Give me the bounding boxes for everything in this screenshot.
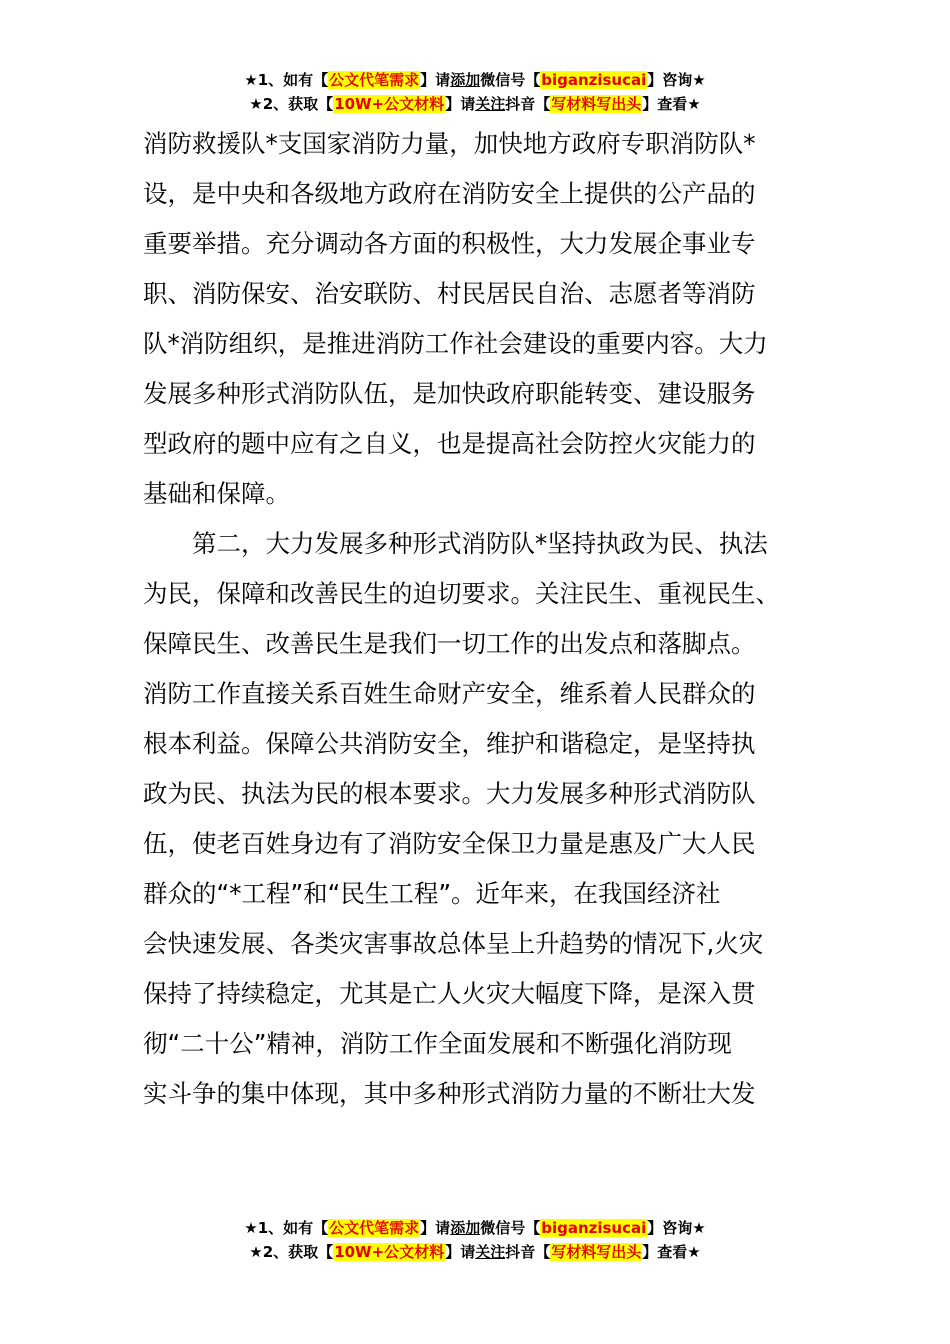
- text-line: 发展多种形式消防队伍，是加快政府职能转变、建设服务: [143, 379, 756, 408]
- banner-emphasis: 添加: [450, 1219, 481, 1237]
- banner-text: 抖音【: [505, 95, 551, 113]
- banner-text: 】请: [420, 71, 451, 89]
- banner-emphasis: 关注: [475, 1243, 506, 1261]
- paragraph-2: [143, 519, 805, 1119]
- footer-banner: [0, 1216, 950, 1264]
- highlight-service: 公文代笔需求: [329, 71, 420, 89]
- banner-text: ★1、如有【: [244, 1219, 329, 1237]
- highlight-wechat-id: biganzisucai: [541, 71, 647, 89]
- banner-emphasis: 关注: [475, 95, 506, 113]
- text-line: 消防工作直接关系百姓生命财产安全，维系着人民群众的: [143, 679, 756, 708]
- paragraph-1: [143, 119, 805, 519]
- banner-line-1: [0, 1216, 950, 1240]
- banner-text: ★2、获取【: [249, 1243, 334, 1261]
- text-line: 群众的“*工程”和“民生工程”。近年来，在我国经济社: [143, 879, 721, 908]
- text-line: 基础和保障。: [143, 479, 290, 508]
- banner-text: ★1、如有【: [244, 71, 329, 89]
- text-line: 保持了持续稳定，尤其是亡人火灾大幅度下降，是深入贯: [143, 979, 756, 1008]
- highlight-douyin-id: 写材料写出头: [551, 1243, 642, 1261]
- banner-line-1: [0, 68, 950, 92]
- banner-line-2: [0, 1240, 950, 1264]
- banner-emphasis: 添加: [450, 71, 481, 89]
- banner-text: 】咨询★: [647, 1219, 706, 1237]
- banner-text: 】查看★: [642, 1243, 701, 1261]
- text-line: 重要举措。充分调动各方面的积极性，大力发展企事业专: [143, 229, 756, 258]
- text-line: 职、消防保安、治安联防、村民居民自治、志愿者等消防: [143, 279, 756, 308]
- header-banner: [0, 68, 950, 116]
- banner-text: 】请: [445, 1243, 476, 1261]
- highlight-douyin-id: 写材料写出头: [551, 95, 642, 113]
- text-line: 消防救援队*支国家消防力量，加快地方政府专职消防队*: [143, 129, 756, 158]
- banner-text: ★2、获取【: [249, 95, 334, 113]
- banner-text: 】请: [420, 1219, 451, 1237]
- banner-text: 微信号【: [480, 71, 541, 89]
- text-line: 型政府的题中应有之自义，也是提高社会防控火灾能力的: [143, 429, 756, 458]
- highlight-wechat-id: biganzisucai: [541, 1219, 647, 1237]
- banner-text: 】查看★: [642, 95, 701, 113]
- text-line: 第二，大力发展多种形式消防队*坚持执政为民、执法: [192, 529, 768, 558]
- banner-text: 微信号【: [480, 1219, 541, 1237]
- text-line: 彻“二十公”精神，消防工作全面发展和不断强化消防现: [143, 1029, 732, 1058]
- banner-text: 抖音【: [505, 1243, 551, 1261]
- highlight-service: 公文代笔需求: [329, 1219, 420, 1237]
- text-line: 政为民、执法为民的根本要求。大力发展多种形式消防队: [143, 779, 756, 808]
- highlight-materials: 10W+公文材料: [334, 1243, 445, 1261]
- document-body: [143, 119, 805, 1119]
- text-line: 设，是中央和各级地方政府在消防安全上提供的公产品的: [143, 179, 756, 208]
- highlight-materials: 10W+公文材料: [334, 95, 445, 113]
- text-line: 队*消防组织，是推进消防工作社会建设的重要内容。大力: [143, 329, 768, 358]
- text-line: 会快速发展、各类灾害事故总体呈上升趋势的情况下,火灾: [143, 929, 764, 958]
- text-line: 为民，保障和改善民生的迫切要求。关注民生、重视民生、: [143, 579, 780, 608]
- banner-line-2: [0, 92, 950, 116]
- text-line: 根本利益。保障公共消防安全，维护和谐稳定，是坚持执: [143, 729, 756, 758]
- text-line: 伍，使老百姓身边有了消防安全保卫力量是惠及广大人民: [143, 829, 756, 858]
- text-line: 实斗争的集中体现，其中多种形式消防力量的不断壮大发: [143, 1079, 756, 1108]
- text-line: 保障民生、改善民生是我们一切工作的出发点和落脚点。: [143, 629, 756, 658]
- banner-text: 】请: [445, 95, 476, 113]
- banner-text: 】咨询★: [647, 71, 706, 89]
